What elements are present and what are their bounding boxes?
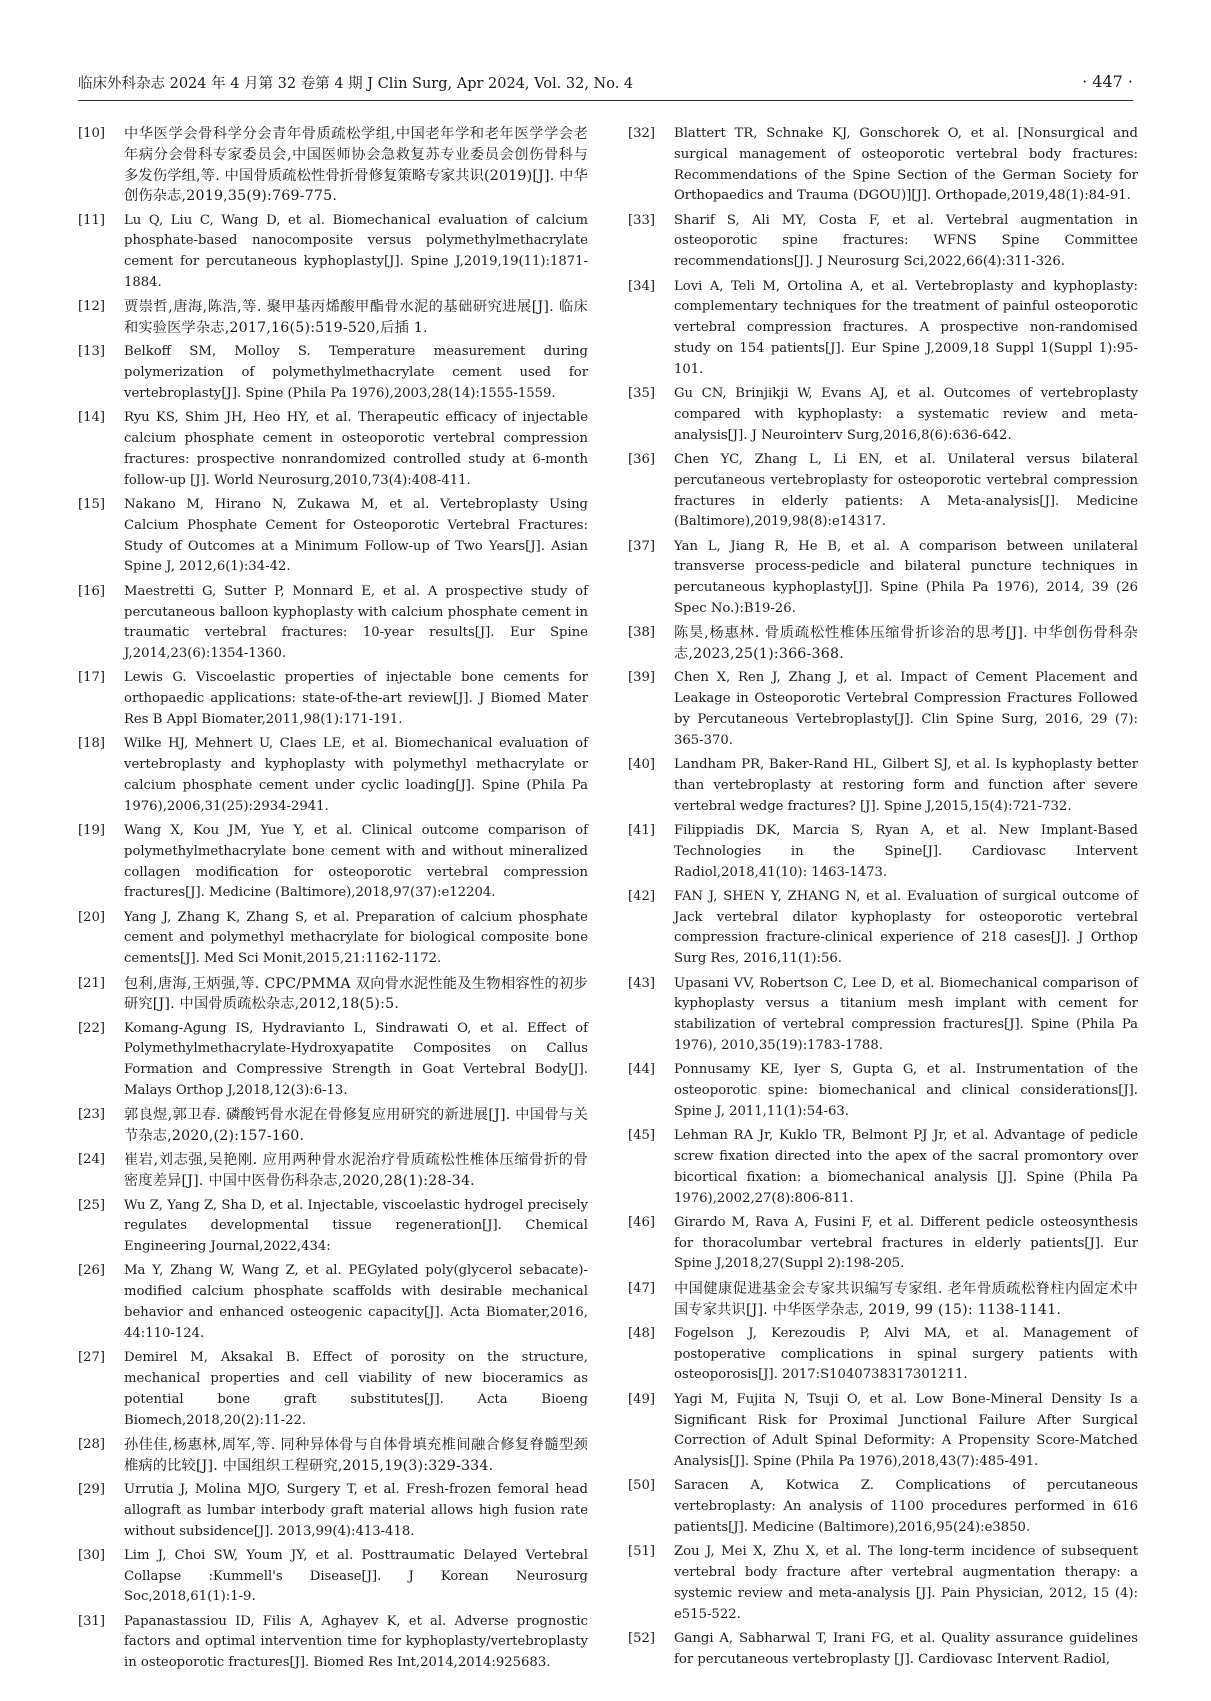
reference-text: Papanastassiou ID, Filis A, Aghayev K, et al. Adverse prognostic factors and optimal intervention time for kyphoplasty/vertebroplasty in osteoporotic fractures[J]. Biomed Res Int,2014,2014:925683. xyxy=(124,1613,588,1671)
reference-text: Saracen A, Kotwica Z. Complications of percutaneous vertebroplasty: An analysis of 1100 procedures performed in 616 patients[J]. Medicine (Baltimore),2016,95(24):e3850. xyxy=(674,1478,1138,1535)
reference-text: Chen X, Ren J, Zhang J, et al. Impact of Cement Placement and Leakage in Osteoporotic Vertebral Compression Fractures Followed by Percutaneous Vertebroplasty[J]. Clin Spine Surg, 2016, 29 (7): 365-370. xyxy=(674,670,1138,748)
reference-entry xyxy=(628,623,1138,665)
reference-number: [45] xyxy=(628,1128,656,1144)
reference-text: 崔岩,刘志强,吴艳刚. 应用两种骨水泥治疗骨质疏松性椎体压缩骨折的骨密度差异[J]. 中国中医骨伤科杂志,2020,28(1):28-34. xyxy=(124,1152,588,1190)
reference-text: Yang J, Zhang K, Zhang S, et al. Preparation of calcium phosphate cement and polymethyl methacrylate for biological composite bone cements[J]. Med Sci Monit,2015,21:1162-1172. xyxy=(124,909,588,967)
page-number: · 447 · xyxy=(1082,72,1133,91)
reference-text: Zou J, Mei X, Zhu X, et al. The long-term incidence of subsequent vertebral body fracture after vertebral augmentation therapy: a systemic review and meta-analysis [J]. Pain Physician, 2012, 15 (4): e515-522. xyxy=(674,1544,1138,1622)
reference-number: [23] xyxy=(78,1107,106,1123)
reference-number: [42] xyxy=(628,888,656,904)
header-rule xyxy=(78,100,1133,101)
reference-entry xyxy=(628,1629,1138,1671)
reference-number: [24] xyxy=(78,1152,106,1168)
reference-entry xyxy=(628,1476,1138,1538)
reference-number: [30] xyxy=(78,1547,106,1563)
reference-number: [18] xyxy=(78,736,106,752)
reference-number: [26] xyxy=(78,1263,106,1279)
reference-number: [17] xyxy=(78,670,106,686)
reference-number: [10] xyxy=(78,126,106,141)
reference-number: [27] xyxy=(78,1350,106,1366)
reference-entry xyxy=(78,1019,588,1102)
reference-entry xyxy=(628,887,1138,970)
reference-text: 包利,唐海,王炳强,等. CPC/PMMA 双向骨水泥性能及生物相容性的初步研究[J]. 中国骨质疏松杂志,2012,18(5):5. xyxy=(124,975,588,1013)
reference-number: [32] xyxy=(628,126,656,141)
reference-text: 中国健康促进基金会专家共识编写专家组. 老年骨质疏松脊柱内固定术中国专家共识[J]. 中华医学杂志, 2019, 99 (15): 1138-1141. xyxy=(674,1280,1138,1318)
reference-column-right xyxy=(628,124,1138,1674)
journal-header: 临床外科杂志 2024 年 4 月第 32 卷第 4 期 J Clin Surg, Apr 2024, Vol. 32, No. 4 xyxy=(78,76,634,92)
reference-text: Ponnusamy KE, Iyer S, Gupta G, et al. Instrumentation of the osteoporotic spine: biomechanical and clinical considerations[J]. Spine J, 2011,11(1):54-63. xyxy=(674,1062,1138,1119)
reference-number: [11] xyxy=(78,212,106,228)
reference-entry xyxy=(78,734,588,817)
reference-text: Urrutia J, Molina MJO, Surgery T, et al. Fresh-frozen femoral head allograft as lumbar interbody graft material allows high fusion rate without subsidence[J]. 2013,99(4):413-418. xyxy=(124,1481,588,1539)
reference-number: [28] xyxy=(78,1436,106,1452)
reference-entry xyxy=(628,384,1138,446)
reference-entry xyxy=(628,277,1138,381)
reference-entry xyxy=(78,495,588,578)
reference-text: Upasani VV, Robertson C, Lee D, et al. Biomechanical comparison of kyphoplasty versus a titanium mesh implant with cement for stabilization of vertebral compression fractures[J]. Spine (Phila Pa 1976), 2010,35(19):1783-1788. xyxy=(674,975,1138,1053)
reference-entry xyxy=(78,1612,588,1674)
reference-text: Fogelson J, Kerezoudis P, Alvi MA, et al. Management of postoperative complications in spinal surgery patients with osteoporosis[J]. 2017:S1040738317301211. xyxy=(674,1325,1138,1383)
reference-number: [14] xyxy=(78,410,106,426)
reference-text: Gangi A, Sabharwal T, Irani FG, et al. Quality assurance guidelines for percutaneous vertebroplasty [J]. Cardiovasc Intervent Radiol, xyxy=(674,1630,1138,1667)
reference-entry xyxy=(78,1150,588,1192)
reference-entry xyxy=(628,974,1138,1057)
reference-entry xyxy=(628,450,1138,533)
reference-text: Lim J, Choi SW, Youm JY, et al. Posttraumatic Delayed Vertebral Collapse :Kummell's Disease[J]. J Korean Neurosurg Soc,2018,61(1):1-9. xyxy=(124,1547,588,1605)
reference-entry xyxy=(628,1390,1138,1473)
reference-entry xyxy=(78,1480,588,1542)
reference-entry xyxy=(78,1546,588,1608)
reference-number: [37] xyxy=(628,538,656,554)
reference-entry xyxy=(78,1261,588,1344)
reference-number: [33] xyxy=(628,212,656,228)
reference-entry xyxy=(78,821,588,904)
reference-entry xyxy=(78,342,588,404)
reference-entry xyxy=(78,908,588,970)
reference-text: FAN J, SHEN Y, ZHANG N, et al. Evaluation of surgical outcome of Jack vertebral dilator kyphoplasty for osteoporotic vertebral compression fracture-clinical experience of 218 cases[J]. J Orthop Surg Res, 2016,11(1):56. xyxy=(674,888,1138,967)
reference-number: [49] xyxy=(628,1391,656,1407)
running-header xyxy=(78,72,1133,96)
reference-text: Filippiadis DK, Marcia S, Ryan A, et al. New Implant-Based Technologies in the Spine[J]. Cardiovasc Intervent Radiol,2018,41(10): 1463-1473. xyxy=(674,823,1138,880)
reference-entry xyxy=(78,1435,588,1477)
reference-number: [15] xyxy=(78,497,106,513)
reference-number: [40] xyxy=(628,757,656,773)
reference-entry xyxy=(78,1105,588,1147)
reference-entry xyxy=(78,668,588,730)
reference-entry xyxy=(78,582,588,665)
reference-entry xyxy=(628,211,1138,273)
reference-text: 陈昊,杨惠林. 骨质疏松性椎体压缩骨折诊治的思考[J]. 中华创伤骨科杂志,2023,25(1):366-368. xyxy=(674,625,1138,663)
reference-text: 郭良煜,郭卫春. 磷酸钙骨水泥在骨修复应用研究的新进展[J]. 中国骨与关节杂志,2020,(2):157-160. xyxy=(124,1107,588,1145)
reference-number: [46] xyxy=(628,1214,656,1230)
reference-entry xyxy=(628,668,1138,751)
reference-number: [25] xyxy=(78,1197,106,1213)
reference-text: Girardo M, Rava A, Fusini F, et al. Different pedicle osteosynthesis for thoracolumbar vertebral fractures in elderly patients[J]. Eur Spine J,2018,27(Suppl 2):198-205. xyxy=(674,1214,1138,1272)
reference-number: [52] xyxy=(628,1630,656,1646)
reference-text: Lovi A, Teli M, Ortolina A, et al. Vertebroplasty and kyphoplasty: complementary techniques for the treatment of painful osteoporotic vertebral compression fractures. A prospective non-randomised study on 154 patients[J]. Eur Spine J,2009,18 Suppl 1(Suppl 1):95-101. xyxy=(674,278,1138,377)
reference-entry xyxy=(78,1196,588,1258)
reference-entry xyxy=(628,821,1138,883)
reference-entry xyxy=(628,1542,1138,1625)
reference-number: [43] xyxy=(628,975,656,991)
reference-number: [35] xyxy=(628,386,656,402)
reference-text: 孙佳佳,杨惠林,周军,等. 同种异体骨与自体骨填充椎间融合修复脊髓型颈椎病的比较[J]. 中国组织工程研究,2015,19(3):329-334. xyxy=(124,1436,588,1474)
reference-entry xyxy=(78,124,588,207)
reference-text: Lu Q, Liu C, Wang D, et al. Biomechanical evaluation of calcium phosphate-based nanocomposite versus polymethylmethacrylate cement for percutaneous kyphoplasty[J]. Spine J,2019,19(11):1871-1884. xyxy=(124,212,588,291)
reference-text: Nakano M, Hirano N, Zukawa M, et al. Vertebroplasty Using Calcium Phosphate Cement for Osteoporotic Vertebral Fractures: Study of Outcomes at a Minimum Follow-up of Two Years[J]. Asian Spine J, 2012,6(1):34-42. xyxy=(124,497,588,575)
reference-entry xyxy=(628,1060,1138,1122)
reference-entry xyxy=(628,124,1138,207)
reference-number: [39] xyxy=(628,670,656,686)
reference-number: [21] xyxy=(78,975,106,991)
reference-text: Komang-Agung IS, Hydravianto L, Sindrawati O, et al. Effect of Polymethylmethacrylate-Hydroxyapatite Composites on Callus Formation and Compressive Strength in Goat Vertebral Body[J]. Malays Orthop J,2018,12(3):6-13. xyxy=(124,1020,588,1099)
reference-number: [44] xyxy=(628,1062,656,1078)
reference-number: [51] xyxy=(628,1544,656,1560)
reference-number: [34] xyxy=(628,278,656,294)
reference-text: Wang X, Kou JM, Yue Y, et al. Clinical outcome comparison of polymethylmethacrylate bone cement with and without mineralized collagen modification for osteoporotic vertebral compression fractures[J]. Medicine (Baltimore),2018,97(37):e12204. xyxy=(124,823,588,901)
reference-text: Blattert TR, Schnake KJ, Gonschorek O, et al. [Nonsurgical and surgical management of osteoporotic vertebral body fractures: Recommendations of the Spine Section of the German Society for Orthopaedics and Trauma (DGOU)][J]. Orthopade,2019,48(1):84-91. xyxy=(674,126,1138,204)
reference-text: Ma Y, Zhang W, Wang Z, et al. PEGylated poly(glycerol sebacate)-modified calcium phosphate scaffolds with desirable mechanical behavior and enhanced osteogenic capacity[J]. Acta Biomater,2016, 44:110-124. xyxy=(124,1263,588,1341)
reference-number: [50] xyxy=(628,1478,656,1494)
reference-entry xyxy=(78,974,588,1016)
reference-entry xyxy=(78,1348,588,1431)
reference-number: [41] xyxy=(628,823,656,838)
reference-entry xyxy=(78,408,588,491)
reference-entry xyxy=(628,1324,1138,1386)
reference-text: Wu Z, Yang Z, Sha D, et al. Injectable, viscoelastic hydrogel precisely regulates developmental tissue regeneration[J]. Chemical Engineering Journal,2022,434: xyxy=(124,1197,588,1255)
reference-number: [19] xyxy=(78,823,106,838)
reference-text: Lewis G. Viscoelastic properties of injectable bone cements for orthopaedic applications: state-of-the-art review[J]. J Biomed Mater Res B Appl Biomater,2011,98(1):171-191. xyxy=(124,670,588,728)
reference-entry xyxy=(628,755,1138,817)
reference-number: [29] xyxy=(78,1481,106,1497)
reference-text: Maestretti G, Sutter P, Monnard E, et al. A prospective study of percutaneous balloon kyphoplasty with calcium phosphate cement in traumatic vertebral fractures: 10-year results[J]. Eur Spine J,2014,23(6):1354-1360. xyxy=(124,583,588,662)
reference-entry xyxy=(628,1279,1138,1321)
reference-text: Wilke HJ, Mehnert U, Claes LE, et al. Biomechanical evaluation of vertebroplasty and kyphoplasty with polymethyl methacrylate or calcium phosphate cement under cyclic loading[J]. Spine (Phila Pa 1976),2006,31(25):2934-2941. xyxy=(124,736,588,814)
reference-text: Demirel M, Aksakal B. Effect of porosity on the structure, mechanical properties and cell viability of new bioceramics as potential bone graft substitutes[J]. Acta Bioeng Biomech,2018,20(2):11-22. xyxy=(124,1350,588,1428)
reference-number: [48] xyxy=(628,1325,656,1341)
reference-text: Landham PR, Baker-Rand HL, Gilbert SJ, et al. Is kyphoplasty better than vertebroplasty at restoring form and function after severe vertebral wedge fractures? [J]. Spine J,2015,15(4):721-732. xyxy=(674,757,1138,814)
reference-number: [31] xyxy=(78,1613,106,1629)
reference-text: Yan L, Jiang R, He B, et al. A comparison between unilateral transverse process-pedicle and bilateral puncture techniques in percutaneous kyphoplasty[J]. Spine (Phila Pa 1976), 2014, 39 (26 Spec No.):B19-26. xyxy=(674,538,1138,617)
reference-entry xyxy=(628,537,1138,620)
reference-entry xyxy=(78,211,588,294)
reference-number: [38] xyxy=(628,625,656,641)
reference-text: 中华医学会骨科学分会青年骨质疏松学组,中国老年学和老年医学学会老年病分会骨科专家委员会,中国医师协会急救复苏专业委员会创伤骨科与多发伤学组,等. 中国骨质疏松性骨折骨修复策略专家共识(2019)[J]. 中华创伤杂志,2019,35(9):769-775. xyxy=(124,126,588,205)
reference-text: Sharif S, Ali MY, Costa F, et al. Vertebral augmentation in osteoporotic spine fractures: WFNS Spine Committee recommendations[J]. J Neurosurg Sci,2022,66(4):311-326. xyxy=(674,212,1138,270)
reference-text: Yagi M, Fujita N, Tsuji O, et al. Low Bone-Mineral Density Is a Significant Risk for Proximal Junctional Failure After Surgical Correction of Adult Spinal Deformity: A Propensity Score-Matched Analysis[J]. Spine (Phila Pa 1976),2018,43(7):485-491. xyxy=(674,1391,1138,1470)
reference-text: Lehman RA Jr, Kuklo TR, Belmont PJ Jr, et al. Advantage of pedicle screw fixation directed into the apex of the sacral promontory over bicortical fixation: a biomechanical analysis [J]. Spine (Phila Pa 1976),2002,27(8):806-811. xyxy=(674,1128,1138,1206)
reference-entry xyxy=(78,297,588,339)
reference-number: [12] xyxy=(78,299,106,315)
reference-text: Gu CN, Brinjikji W, Evans AJ, et al. Outcomes of vertebroplasty compared with kyphoplasty: a systematic review and meta-analysis[J]. J Neurointerv Surg,2016,8(6):636-642. xyxy=(674,386,1138,443)
reference-number: [20] xyxy=(78,909,106,925)
reference-number: [22] xyxy=(78,1020,106,1036)
reference-text: Chen YC, Zhang L, Li EN, et al. Unilateral versus bilateral percutaneous vertebroplasty for osteoporotic vertebral compression fractures in elderly patients: A Meta-analysis[J]. Medicine (Baltimore),2019,98(8):e14317. xyxy=(674,451,1138,530)
reference-entry xyxy=(628,1126,1138,1209)
reference-number: [36] xyxy=(628,451,656,467)
reference-text: Ryu KS, Shim JH, Heo HY, et al. Therapeutic efficacy of injectable calcium phosphate cement in osteoporotic vertebral compression fractures: prospective nonrandomized controlled study at 6-month follow-up [J]. World Neurosurg,2010,73(4):408-411. xyxy=(124,410,588,488)
reference-column-left xyxy=(78,124,588,1678)
reference-entry xyxy=(628,1213,1138,1275)
reference-number: [47] xyxy=(628,1280,656,1296)
reference-text: 贾崇哲,唐海,陈浩,等. 聚甲基丙烯酸甲酯骨水泥的基础研究进展[J]. 临床和实验医学杂志,2017,16(5):519-520,后插 1. xyxy=(124,299,588,337)
reference-number: [13] xyxy=(78,344,106,360)
reference-text: Belkoff SM, Molloy S. Temperature measurement during polymerization of polymethylmethacrylate cement used for vertebroplasty[J]. Spine (Phila Pa 1976),2003,28(14):1555-1559. xyxy=(124,344,588,402)
reference-number: [16] xyxy=(78,583,106,599)
